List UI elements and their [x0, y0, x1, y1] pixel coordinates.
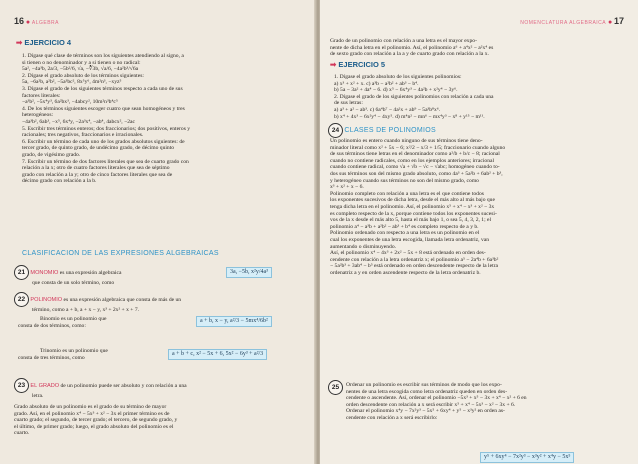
paragraph-line: aumentando o disminuyendo. [330, 243, 397, 250]
exercise-line: 3. Dígase el grado de los siguientes términos respecto a cada uno de sus [22, 85, 183, 92]
section-21-number: 21 [14, 265, 29, 280]
section-23-number: 23 [14, 378, 29, 393]
binomio-definition [18, 316, 107, 329]
exercise-line: décimo grado con relación a la b. [22, 178, 97, 185]
exercise-line: −a³b², −5x⁴y³, 6a²bx³, −4abcy², 10m²n³b⁴c⁵ [22, 99, 118, 106]
clases-de-polinomios-title: CLASES DE POLINOMIOS [344, 127, 436, 134]
s23-text-2: letra. [32, 393, 44, 399]
section-23-body [14, 404, 309, 437]
right-intro-text [330, 38, 630, 58]
section-24-heading [328, 123, 436, 138]
grado-term: EL GRADO [30, 383, 60, 389]
exercise-line: 1. Dígase qué clase de términos son los siguientes atendiendo al signo, a [22, 53, 184, 59]
s23-text-1: de un polinomio puede ser absoluto y con relación a una [59, 383, 187, 389]
exercise-line: 1. Dígase el grado absoluto de los siguientes polinomios: [334, 74, 462, 80]
trinomio-examples-box: a + b + c, x² − 5x + 6, 5x² − 6y³ + a²/3 [168, 349, 267, 360]
right-page [320, 0, 638, 464]
exercise-line: 7. Escribir un término de dos factores literales que sea de cuarto grado con [22, 158, 189, 165]
paragraph-line: Un polinomio es entero cuando ninguno de sus términos tiene deno- [330, 138, 483, 144]
paragraph-line: es completo respecto de la x, porque contiene todos los exponentes sucesi- [330, 210, 497, 217]
exercise-line: 5a², −4a³b, 2a/3, −5b²/6, √a, −∛3b, √a/6, −4a²b³/√6a [22, 66, 139, 73]
section-24-number: 24 [328, 123, 343, 138]
paragraph-line: los exponentes sucesivos de dicha letra, desde el más alto al más bajo que [330, 197, 495, 204]
paragraph-line: Ordenar un polinomio es escribir sus términos de modo que los expo- [346, 382, 502, 388]
paragraph-line: ordenatriz a y en orden ascendente respecto de la letra ordenatriz b. [330, 269, 481, 276]
paragraph-line: minador literal como x² + 5x − 6; x²/2 − x/3 + 1/5; fraccionario cuando alguno [330, 144, 506, 151]
arrow-bullet-icon: ➡ [330, 60, 337, 69]
exercise-line: heterogéneos: [22, 112, 54, 119]
section-22 [14, 292, 309, 314]
exercise-line: b) 5a − 3a² + 4a⁴ − 6. d) x⁵ − 6x⁴y³ − 4a²b + x²y⁴ − 3y⁶. [334, 87, 458, 94]
exercise-line: grado con relación a la y; otro de cinco factores literales que sea de [22, 171, 173, 178]
paragraph-line: cual los exponentes de una letra escogida, llamada letra ordenatriz, van [330, 236, 490, 243]
paragraph-line: Polinomio completo con relación a una letra es el que contiene todos [330, 190, 484, 197]
exercise-line: de sus letras: [334, 100, 363, 107]
left-page-header [14, 18, 59, 27]
binomio-examples-box: a + b, x − y, a²/3 − 5mx⁴/6b² [196, 316, 272, 327]
paragraph-line: − 5a²b³ + 3ab⁴ − b⁵ está ordenado en orden descendente respecto de la letra [330, 263, 498, 270]
exercise-line: 5. Escribir tres términos enteros; dos fraccionarios; dos positivos, enteros y [22, 125, 191, 132]
section-24-body [330, 138, 630, 276]
section-25-number: 25 [328, 380, 343, 395]
exercise-line: relación a la x; otro de cuatro factores literales que sea de séptimo [22, 165, 170, 172]
s21-text-1: es una expresión algebraica [58, 270, 122, 276]
paragraph-line: vos de la x desde el más alto 5, hasta el más bajo 1, o sea 5, 4, 3, 2, 1; el [330, 217, 492, 224]
right-page-header [520, 18, 624, 27]
paragraph-line: Así, el polinomio x⁴ − 4x³ + 2x² − 5x + 8 está ordenado en orden des- [330, 250, 486, 257]
section-heading-clasificacion: CLASIFICACION DE LAS EXPRESIONES ALGEBRAICAS [22, 250, 219, 257]
paragraph-line: cuando no contiene radicales, como en los ejemplos anteriores; irracional [330, 157, 495, 164]
s21-text-2: que consta de un solo término, como [32, 280, 115, 286]
left-page-number: 16 [14, 16, 25, 26]
ejercicio-5-title: EJERCICIO 5 [338, 60, 386, 69]
paragraph-line: cuando contiene radical, como √a + √b − √c − √abc; homogéneo cuando to- [330, 164, 500, 171]
section-25-body [346, 382, 632, 422]
exercise-line: a) a³ + a² − ab³. c) 6a⁴b⁷ − 4a²x + ab⁹ − 5a³b⁸x⁶. [334, 106, 441, 113]
exercise-line: factores literales: [22, 92, 61, 99]
ejercicio-5-heading [330, 62, 385, 69]
section-25-number-wrap [328, 380, 343, 395]
paragraph-line: cuarto grado; el segundo, de tercer grado; el tercero, de segundo grado, y [14, 417, 178, 424]
paragraph-line: dos sus términos son del mismo grado absoluto, como 4a³ + 5a²b + 6ab² + b³, [330, 170, 503, 177]
ordered-polynomial-box: y⁵ + 6xy⁴ − 7x²y³ − x³y² + x⁴y − 5x⁵ [480, 452, 574, 463]
bullet-dot-icon: ● [607, 19, 613, 26]
paragraph-line: grado. Así, en el polinomio x⁴ − 5x³ + x² − 3x el primer término es de [14, 410, 170, 417]
left-page [0, 0, 316, 464]
paragraph-line: cuarto. [14, 430, 30, 437]
trinomio-line-2: consta de tres términos, como [18, 354, 85, 361]
section-21 [14, 265, 214, 287]
exercise-line: 2. Dígase el grado de los siguientes polinomios con relación a cada una [334, 93, 494, 100]
binomio-line-1: Binomio es un polinomio que [40, 316, 107, 322]
monomio-examples-box: 3a, −5b, x²y/4a³ [226, 267, 272, 278]
arrow-bullet-icon: ➡ [16, 38, 23, 47]
paragraph-line: x³ + x² + x − 6. [330, 184, 364, 191]
paragraph-line: Ordenar el polinomio x⁴y − 7x²y³ − 5x⁵ + 6xy⁴ + y⁵ − x³y² en orden as- [346, 408, 505, 415]
exercise-line: a) x³ + x² + x. c) a³b − a²b² + ab³ − b⁴. [334, 80, 419, 87]
trinomio-line-1: Trinomio es un polinomio que [40, 348, 108, 354]
paragraph-line: Grado de un polinomio con relación a una letra es el mayor expo- [330, 38, 477, 44]
right-page-number: 17 [613, 16, 624, 26]
s22-text-2: término, como a + b, a + x − y, x³ + 2x² + x + 7. [32, 307, 140, 313]
ejercicio-4-body [22, 53, 307, 185]
paragraph-line: Grado absoluto de un polinomio es el grado de su término de mayor [14, 404, 167, 410]
paragraph-line: polinomio a⁴ − a³b + a²b² − ab³ + b⁴ es completo respecto de a y b. [330, 223, 479, 230]
paragraph-line: nentes de una letra escogida como letra ordenatriz queden en orden des- [346, 388, 508, 395]
exercise-line: b) x⁴ + 4x³ − 6x²y⁴ − 4xy⁵. d) m⁴n² − mn⁶ − mx⁴y³ − x⁸ + y¹⁵ − m¹¹. [334, 113, 485, 120]
exercise-line: grado, de vigésimo grado. [22, 151, 81, 158]
paragraph-line: nente de dicha letra en el polinomio. Así, el polinomio a⁶ + a⁴x² − a²x⁴ es [330, 44, 494, 51]
paragraph-line: de sexto grado con relación a la a y de cuarto grado con relación a la x. [330, 51, 489, 58]
paragraph-line: Polinomio ordenado con respecto a una letra es un polinomio en el [330, 230, 480, 237]
section-23 [14, 378, 309, 400]
exercise-line: 6. Escribir un término de cada uno de los grados absolutos siguientes: de [22, 138, 185, 145]
left-header-title: ALGEBRA [31, 20, 59, 26]
exercise-line: −4a³b², 6ab³, −x⁵, 6x⁴y, −2a³x⁴, −ab⁴, 4abcx², −2ac [22, 118, 135, 125]
polinomio-term: POLINOMIO [30, 297, 63, 303]
ejercicio-4-heading [16, 40, 71, 47]
exercise-line: si tienen o no denominador y a si tienen o no radical: [22, 59, 141, 66]
ejercicio-5-body [334, 74, 630, 120]
paragraph-line: cendente con relación a la letra ordenatriz x; el polinomio a⁵ − 2a⁴b + 6a³b² [330, 256, 499, 263]
trinomio-definition [18, 348, 108, 361]
right-header-title: NOMENCLATURA ALGEBRAICA [520, 20, 607, 26]
exercise-line: 4. De los términos siguientes escoger cuatro que sean homogéneos y tres [22, 105, 185, 112]
ejercicio-4-title: EJERCICIO 4 [24, 38, 72, 47]
paragraph-line: cendente o ascendente. Así, ordenar el polinomio −5x³ + x⁵ − 3x + x⁴ − x² + 6 en [346, 395, 527, 402]
exercise-line: tercer grado, de quinto grado, de undécimo grado, de décimo quinto [22, 145, 175, 152]
exercise-line: racionales; tres negativos, fraccionarios e irracionales. [22, 132, 144, 139]
paragraph-line: orden descendente con relación a x será escribir x⁵ + x⁴ − 5x³ − x² − 3x + 6. [346, 401, 516, 408]
monomio-term: MONOMIO [30, 270, 59, 276]
exercise-line: 5a, −6a²b, a²b², −5a³bc², 8x⁵y⁶, 4m²n³, −xyz⁵ [22, 79, 122, 86]
bullet-dot-icon: ● [25, 19, 31, 26]
paragraph-line: de sus términos tiene letras en el denominador como a²/b + b/c − 8; racional [330, 151, 500, 158]
exercise-line: 2. Dígase el grado absoluto de los términos siguientes: [22, 72, 144, 79]
paragraph-line: tenga dicha letra en el polinomio. Así, el polinomio x⁵ + x⁴ − x³ + x² − 3x [330, 203, 495, 210]
binomio-line-2: consta de dos términos, como: [18, 322, 86, 329]
paragraph-line: el último, de primer grado; luego, el grado absoluto del polinomio es el [14, 423, 174, 430]
section-22-number: 22 [14, 292, 29, 307]
paragraph-line: cendente con relación a x será escribirlo: [346, 414, 438, 421]
paragraph-line: y heterogéneo cuando sus términos no son del mismo grado, como [330, 177, 479, 184]
s22-text-1: es una expresión algebraica que consta de más de un [62, 297, 182, 303]
